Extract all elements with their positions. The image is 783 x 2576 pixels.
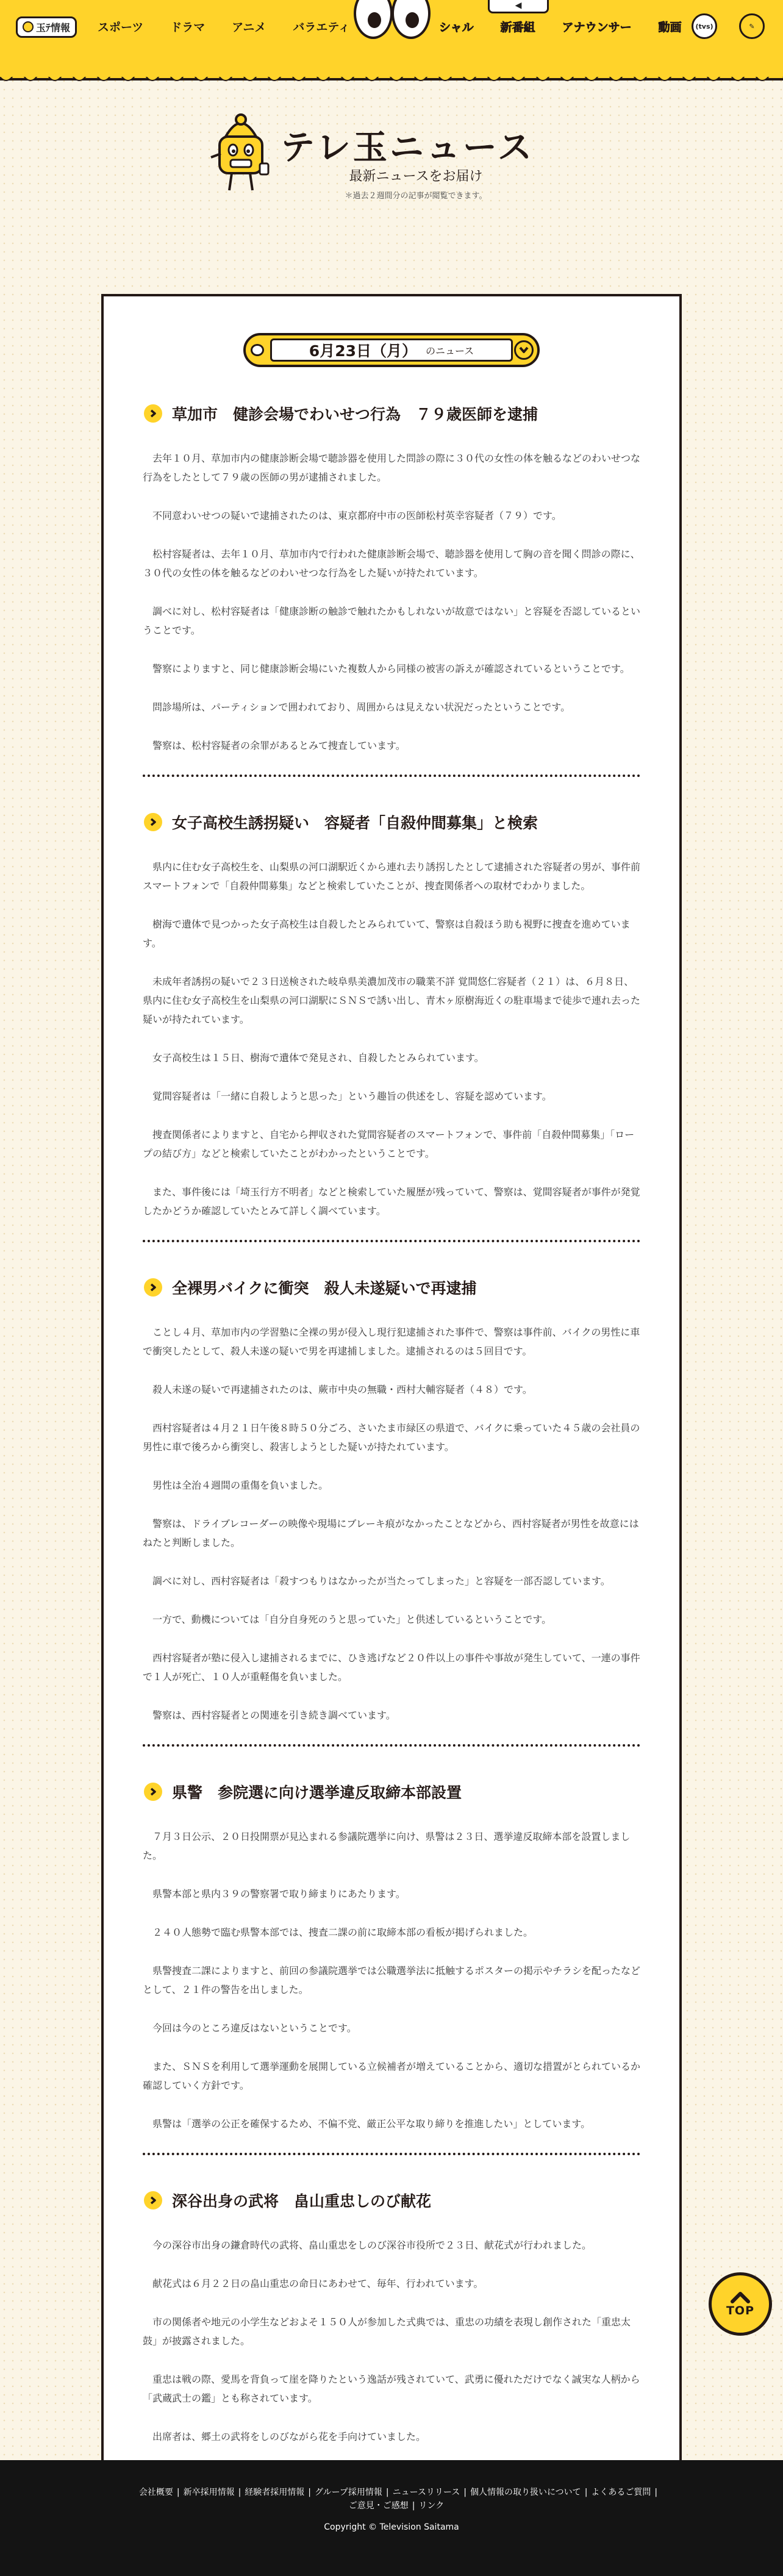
header-tab-chip[interactable]: ◀: [488, 0, 549, 13]
news-article: [143, 1781, 640, 2155]
page-title: テレ玉ニュース: [281, 128, 535, 168]
nav-item-announcers[interactable]: アナウンサー: [562, 20, 632, 34]
article-paragraph: 重忠は戦の際、愛馬を背負って崖を降りたという逸話が残されていて、武勇に優れただけでなく誠実な人柄から「武蔵武士の鑑」とも称されています。: [143, 2374, 640, 2404]
chevron-right-icon: [144, 1278, 162, 1297]
article-paragraph: 女子高校生は１５日、樹海で遺体で発見され、自殺したとみられています。: [152, 1052, 484, 1064]
article-paragraph: 出席者は、郷土の武将をしのびながら花を手向けていました。: [152, 2431, 426, 2442]
news-article: [143, 1276, 640, 1747]
article-paragraph: 覚間容疑者は「一緒に自殺しようと思った」という趣旨の供述をし、容疑を認めています。: [152, 1090, 552, 1102]
article-paragraph: ことし４月、草加市内の学習塾に全裸の男が侵入し現行犯逮捕された事件で、警察は事件前、バイクの男性に車で衝突したとして、殺人未遂の疑いで男を再逮捕しました。逮捕されるのは５回目です。: [143, 1326, 640, 1357]
article-heading: [143, 1781, 640, 1803]
page-subtitle: 最新ニュースをお届け: [349, 169, 483, 184]
article-title: 草加市 健診会場でわいせつ行為 ７９歳医師を逮捕: [172, 406, 538, 423]
hero: [0, 80, 783, 215]
article-paragraph: 捜査関係者によりますと、自宅から押収された覚間容疑者のスマートフォンで、事件前「自殺仲間募集」「ロープの結び方」などと検索していたことがわかったということです。: [143, 1129, 635, 1159]
site-logo[interactable]: [16, 10, 77, 44]
copyright: Copyright © Television Saitama: [324, 2522, 459, 2532]
article-paragraph: また、ＳＮＳを利用して選挙運動を展開している立候補者が増えていることから、適切な措置がとられているか確認していく方針です。: [143, 2061, 641, 2091]
chevron-right-icon: [144, 813, 162, 831]
article-paragraph: 去年１０月、草加市内の健康診断会場で聴診器を使用した問診の際に３０代の女性の体を触るなどのわいせつな行為をしたとして７９歳の医師の男が逮捕されました。: [143, 453, 641, 483]
article-paragraph: 市の関係者や地元の小学生などおよそ１５０人が参加した式典では、重忠の功績を表現し創作された「重忠太鼓」が披露されました。: [143, 2316, 631, 2347]
date-selector[interactable]: [243, 333, 540, 367]
logo-badge: [16, 16, 77, 38]
back-to-top-button[interactable]: [709, 2272, 772, 2336]
pencil-mascot-icon[interactable]: ✎: [739, 13, 765, 39]
article-divider: [143, 1240, 640, 1242]
article-paragraph: 樹海で遺体で見つかった女子高校生は自殺したとみられていて、警察は自殺ほう助も視野に捜査を進めています。: [143, 918, 631, 949]
article-paragraph: 調べに対し、松村容疑者は「健康診断の触診で触れたかもしれないが故意ではない」と容疑を否認しているということです。: [143, 606, 641, 636]
chevron-right-icon: [144, 1783, 162, 1801]
article-paragraph: 県内に住む女子高校生を、山梨県の河口湖駅近くから連れ去り誘拐したとして逮捕された容疑者の男が、事件前スマートフォンで「自殺仲間募集」などと検索していたことが、捜査関係者への取材でわかりました。: [143, 861, 641, 892]
site-footer: [0, 2460, 783, 2576]
footer-link-experienced[interactable]: 経験者採用情報: [245, 2488, 305, 2497]
article-paragraph: 西村容疑者は４月２１日午後８時５０分ごろ、さいたま市緑区の県道で、バイクに乗っていた４５歳の会社員の男性に車で後ろから衝突し、殺害しようとした疑いが持たれています。: [143, 1422, 640, 1453]
mascot-eyes-icon: [354, 0, 433, 43]
main-nav-left: [98, 17, 350, 35]
article-paragraph: 不同意わいせつの疑いで逮捕されたのは、東京都府中市の医師松村英幸容疑者（７９）です。: [152, 510, 562, 521]
footer-link-feedback[interactable]: ご意見・ご感想: [348, 2501, 409, 2511]
tamatama-mascot-icon: [207, 112, 274, 198]
news-article: [143, 811, 640, 1242]
chevron-down-icon[interactable]: [514, 340, 534, 360]
nav-item-sports[interactable]: スポーツ: [98, 20, 144, 34]
article-heading: [143, 811, 640, 833]
footer-link-news-release[interactable]: ニュースリリース: [392, 2488, 460, 2497]
main-nav-right: [439, 17, 682, 35]
footer-link-privacy[interactable]: 個人情報の取り扱いについて: [470, 2488, 581, 2497]
chevron-up-icon: [730, 2291, 751, 2304]
article-paragraph: また、事件後には「埼玉行方不明者」などと検索していた履歴が残っていて、警察は、覚間容疑者が事件が発覚したかどうか確認していたとみて詳しく調べています。: [143, 1186, 640, 1217]
nav-item-variety[interactable]: バラエティ: [293, 20, 350, 34]
footer-link-faq[interactable]: よくあるご質問: [591, 2488, 651, 2497]
article-heading: [143, 2189, 640, 2211]
article-paragraph: 男性は全治４週間の重傷を負いました。: [152, 1479, 329, 1491]
news-article: [143, 2189, 640, 2468]
article-paragraph: 警察は、ドライブレコーダーの映像や現場にブレーキ痕がなかったことなどから、西村容疑者が男性を故意にはねたと判断しました。: [143, 1518, 639, 1548]
article-paragraph: 県警捜査二課によりますと、前回の参議院選挙では公職選挙法に抵触するポスターの掲示やチラシを配ったなどとして、２１件の警告を出しました。: [143, 1965, 641, 1995]
article-paragraph: 問診場所は、パーティションで囲われており、周囲からは見えない状況だったということです。: [152, 701, 571, 713]
article-paragraph: 県警は「選挙の公正を確保するため、不偏不党、厳正公平な取り締りを推進したい」としています。: [152, 2118, 591, 2130]
footer-link-new-grad[interactable]: 新卒採用情報: [183, 2488, 235, 2497]
news-article: [143, 402, 640, 777]
selected-date: 6月23日（月）: [309, 342, 417, 360]
nav-item-drama[interactable]: ドラマ: [170, 20, 206, 34]
article-divider: [143, 2153, 640, 2155]
nav-item-anime[interactable]: アニメ: [232, 20, 266, 34]
article-paragraph: 警察は、西村容疑者との関連を引き続き調べています。: [152, 1709, 396, 1721]
news-card: [101, 294, 682, 2508]
footer-link-group-recruit[interactable]: グループ採用情報: [315, 2488, 382, 2497]
article-title: 女子高校生誘拐疑い 容疑者「自殺仲間募集」と検索: [172, 814, 538, 832]
nav-item-new-programs[interactable]: 新番組: [500, 20, 535, 34]
article-paragraph: 献花式は６月２２日の畠山重忠の命日にあわせて、毎年、行われています。: [152, 2278, 484, 2289]
article-paragraph: 今回は今のところ違反はないということです。: [152, 2022, 357, 2034]
chevron-right-icon: [144, 404, 162, 423]
article-paragraph: 松村容疑者は、去年１０月、草加市内で行われた健康診断会場で、聴診器を使用して胸の音を聞く問診の際に、３０代の女性の体を触るなどのわいせつな行為をした疑いが持たれています。: [143, 548, 640, 579]
article-title: 深谷出身の武将 畠山重忠しのび献花: [172, 2192, 432, 2210]
back-to-top-label: TOP: [726, 2304, 755, 2317]
article-paragraph: 西村容疑者が塾に侵入し逮捕されるまでに、ひき逃げなど２０件以上の事件や事故が発生していて、一連の事件で１人が死亡、１０人が重軽傷を負いました。: [143, 1652, 640, 1683]
article-paragraph: 警察は、松村容疑者の余罪があるとみて捜査しています。: [152, 740, 406, 751]
date-suffix: のニュース: [425, 345, 474, 357]
article-paragraph: 一方で、動機については「自分自身死のうと思っていた」と供述しているということです。: [152, 1614, 552, 1625]
article-paragraph: 今の深谷市出身の鎌倉時代の武将、畠山重忠をしのび深谷市役所で２３日、献花式が行われました。: [152, 2239, 592, 2251]
archive-note: ＊過去２週間分の記事が閲覧できます。: [345, 191, 487, 201]
tvs-icon[interactable]: (tvs): [692, 13, 717, 39]
article-paragraph: ２４０人態勢で臨む県警本部では、捜査二課の前に取締本部の看板が掲げられました。: [152, 1927, 534, 1938]
nav-item-special[interactable]: シャル: [439, 20, 474, 34]
pencil-icon: [251, 344, 264, 356]
logo-text: 玉ﾃ情報: [36, 21, 71, 34]
footer-link-company[interactable]: 会社概要: [138, 2488, 173, 2497]
nav-item-videos[interactable]: 動画: [658, 20, 682, 34]
footer-link-links[interactable]: リンク: [418, 2501, 445, 2511]
logo-mascot-icon: [23, 21, 34, 32]
article-paragraph: ７月３日公示、２０日投開票が見込まれる参議院選挙に向け、県警は２３日、選挙違反取締本部を設置しました。: [143, 1831, 631, 1861]
site-header: [0, 0, 783, 80]
footer-links: 会社概要 | 新卒採用情報 | 経験者採用情報 | グループ採用情報 | ニュースリリース | 個人情報の取り扱いについて | よくあるご質問 | ご意見・ご感想 | リンク: [138, 2488, 658, 2511]
article-paragraph: 未成年者誘拐の疑いで２３日送検された岐阜県美濃加茂市の職業不詳 覚間悠仁容疑者（２１）は、６月８日、県内に住む女子高校生を山梨県の河口湖駅にＳＮＳで誘い出し、青木ヶ原樹海近くの駐車場まで徒歩で連れ去った疑いが持たれています。: [143, 976, 641, 1025]
article-divider: [143, 775, 640, 777]
article-paragraph: 調べに対し、西村容疑者は「殺すつもりはなかったが当たってしまった」と容疑を一部否認しています。: [152, 1575, 610, 1587]
article-paragraph: 殺人未遂の疑いで再逮捕されたのは、蕨市中央の無職・西村大輔容疑者（４８）です。: [152, 1384, 532, 1395]
chevron-right-icon: [144, 2191, 162, 2209]
article-title: 全裸男バイクに衝突 殺人未遂疑いで再逮捕: [172, 1279, 477, 1297]
article-heading: [143, 402, 640, 424]
article-divider: [143, 1744, 640, 1747]
article-heading: [143, 1276, 640, 1298]
article-paragraph: 警察によりますと、同じ健康診断会場にいた複数人から同様の被害の訴えが確認されているということです。: [152, 663, 630, 674]
article-paragraph: 県警本部と県内３９の警察署で取り締まりにあたります。: [152, 1888, 406, 1900]
article-title: 県警 参院選に向け選挙違反取締本部設置: [172, 1784, 462, 1801]
